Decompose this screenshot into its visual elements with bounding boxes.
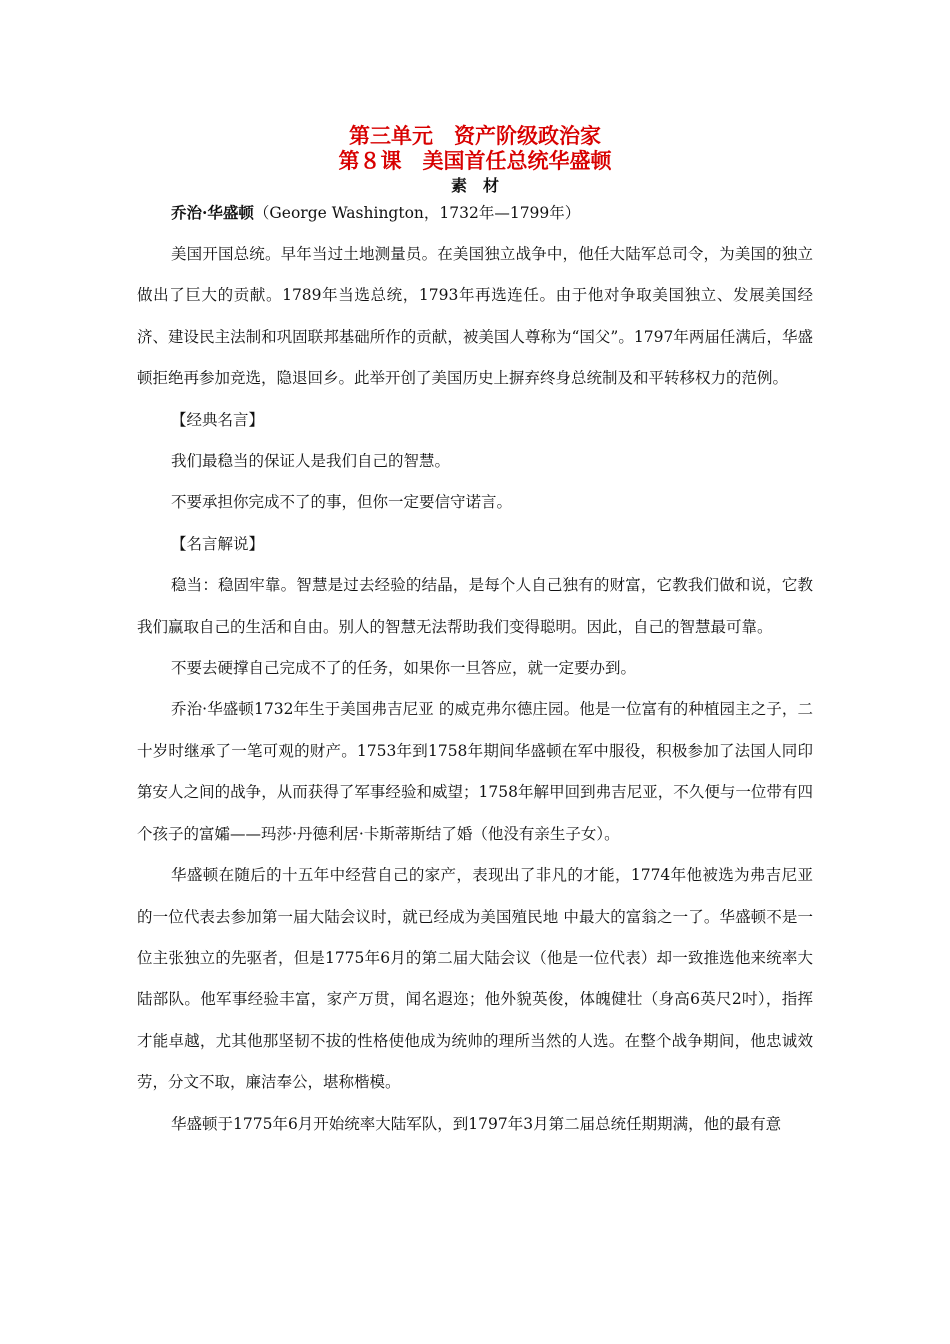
quotes-heading: 【经典名言】 bbox=[171, 410, 265, 429]
person-heading bbox=[137, 200, 813, 226]
bio-paragraph: 华盛顿在随后的十五年中经营自己的家产，表现出了非凡的才能，1774年他被选为弗吉尼亚的一位代表去参加第一届大陆会议时，就已经成为美国殖民地 中最大的富翁之一了。华盛顿不是一位主张独立的先驱者，但是1775年6月的第二届大陆会议（他是一位代表）却一致推选他来统率大陆部队。他军事经验丰富，家产万贯，闻名遐迩；他外貌英俊，体魄健壮（身高6英尺2吋），指挥才能卓越，尤其他那坚韧不拔的性格使他成为统帅的理所当然的人选。在整个战争期间，他忠诚效劳，分文不取，廉洁奉公，堪称楷模。 bbox=[137, 866, 813, 1092]
explain-paragraph: 稳当：稳固牢靠。智慧是过去经验的结晶，是每个人自己独有的财富，它教我们做和说，它教我们赢取自己的生活和自由。别人的智慧无法帮助我们变得聪明。因此，自己的智慧最可靠。 bbox=[137, 576, 813, 636]
explain-paragraph: 不要去硬撑自己完成不了的任务，如果你一旦答应，就一定要办到。 bbox=[171, 659, 637, 678]
section-subtitle: 素 材 bbox=[450, 176, 499, 195]
quote-paragraph: 我们最稳当的保证人是我们自己的智慧。 bbox=[171, 452, 451, 471]
person-info: （George Washington，1732年—1799年） bbox=[253, 204, 581, 222]
bio-paragraph: 华盛顿于1775年6月开始统率大陆军队，到1797年3月第二届总统任期期满，他的最有意 bbox=[171, 1114, 782, 1133]
lesson-title: 第８课 美国首任总统华盛顿 bbox=[338, 149, 612, 173]
explain-heading: 【名言解说】 bbox=[171, 534, 265, 553]
quote-paragraph: 不要承担你完成不了的事，但你一定要信守诺言。 bbox=[171, 493, 513, 512]
intro-paragraph: 美国开国总统。早年当过土地测量员。在美国独立战争中，他任大陆军总司令，为美国的独立做出了巨大的贡献。1789年当选总统，1793年再选连任。由于他对争取美国独立、发展美国经济、建设民主法制和巩固联邦基础所作的贡献，被美国人尊称为“国父”。1797年两届任满后，华盛顿拒绝再参加竞选，隐退回乡。此举开创了美国历史上摒弃终身总统制及和平转移权力的范例。 bbox=[137, 245, 813, 388]
person-name: 乔治·华盛顿 bbox=[171, 203, 254, 222]
bio-paragraph: 乔治·华盛顿1732年生于美国弗吉尼亚 的威克弗尔德庄园。他是一位富有的种植园主之子，二十岁时继承了一笔可观的财产。1753年到1758年期间华盛顿在军中服役，积极参加了法国人同印第安人之间的战争，从而获得了军事经验和威望；1758年解甲回到弗吉尼亚，不久便与一位带有四个孩子的富孀——玛莎·丹德利居·卡斯蒂斯结了婚（他没有亲生子女）。 bbox=[137, 700, 813, 843]
document-body bbox=[137, 200, 813, 1145]
unit-title: 第三单元 资产阶级政治家 bbox=[349, 124, 601, 148]
